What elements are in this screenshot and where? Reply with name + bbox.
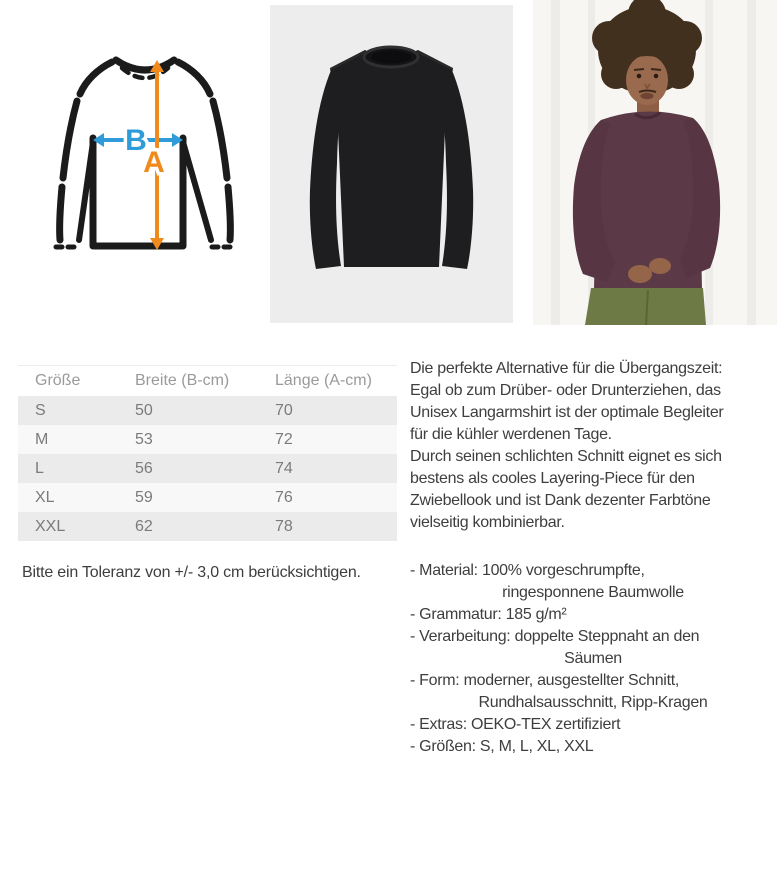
- size-table: [18, 365, 397, 541]
- size-diagram-image: [48, 50, 243, 260]
- spec-list: [410, 560, 776, 758]
- column-header: Größe: [18, 366, 118, 397]
- table-row: [18, 396, 397, 425]
- table-cell: 56: [135, 459, 153, 477]
- table-cell: 74: [275, 459, 293, 477]
- column-header: Breite (B-cm): [118, 366, 258, 397]
- product-photo-black-longsleeve: [270, 5, 513, 323]
- spec-line: Rundhalsausschnitt, Ripp-Kragen: [478, 694, 708, 711]
- tolerance-note: Bitte ein Toleranz von +/- 3,0 cm berücksichtigen.: [22, 564, 361, 581]
- table-cell: 62: [135, 517, 153, 535]
- size-table-header-row: [18, 366, 397, 397]
- burgundy-shirt: [573, 111, 720, 290]
- description-line: Egal ob zum Drüber- oder Drunterziehen, das: [410, 382, 721, 399]
- description-paragraph: [410, 358, 776, 534]
- description-line: Durch seinen schlichten Schnitt eignet es sich: [410, 448, 722, 465]
- spec-line: - Grammatur: 185 g/m²: [410, 606, 567, 623]
- description-line: vielseitig kombinierbar.: [410, 514, 565, 531]
- spec-line: - Material: 100% vorgeschrumpfte,: [410, 562, 645, 579]
- table-cell: XXL: [35, 517, 66, 535]
- description-line: bestens als cooles Layering-Piece für den: [410, 470, 695, 487]
- spec-line: - Verarbeitung: doppelte Steppnaht an den: [410, 628, 700, 645]
- product-description: [410, 358, 776, 758]
- table-cell: 70: [275, 401, 293, 419]
- length-label: A: [143, 146, 165, 179]
- table-row: [18, 512, 397, 541]
- model-photo-burgundy-longsleeve: [533, 0, 777, 325]
- table-cell: 50: [135, 401, 153, 419]
- table-cell: 78: [275, 517, 293, 535]
- spec-line: ringesponnene Baumwolle: [502, 584, 684, 601]
- table-cell: M: [35, 430, 49, 448]
- spec-line: Säumen: [564, 650, 622, 667]
- table-cell: L: [35, 459, 44, 477]
- torso: [330, 50, 453, 267]
- table-cell: 59: [135, 488, 153, 506]
- spec-line: - Extras: OEKO-TEX zertifiziert: [410, 716, 621, 733]
- collar-opening: [371, 51, 411, 64]
- width-label: B: [125, 124, 147, 157]
- description-line: für die kühler werdenen Tage.: [410, 426, 612, 443]
- description-line: Die perfekte Alternative für die Übergangszeit:: [410, 360, 723, 377]
- table-row: [18, 454, 397, 483]
- description-line: Zwiebellook und ist Dank dezenter Farbtöne: [410, 492, 711, 509]
- size-table-body: [18, 396, 397, 541]
- table-cell: 72: [275, 430, 293, 448]
- table-cell: XL: [35, 488, 55, 506]
- column-header: Länge (A-cm): [258, 366, 397, 397]
- spec-line: - Größen: S, M, L, XL, XXL: [410, 738, 594, 755]
- description-line: Unisex Langarmshirt ist der optimale Begleiter: [410, 404, 724, 421]
- table-cell: 53: [135, 430, 153, 448]
- table-cell: S: [35, 401, 46, 419]
- right-hand: [649, 258, 671, 274]
- table-row: [18, 425, 397, 454]
- table-row: [18, 483, 397, 512]
- black-longsleeve-shirt: [310, 47, 473, 269]
- left-hand: [628, 265, 652, 283]
- table-cell: 76: [275, 488, 293, 506]
- spec-line: - Form: moderner, ausgestellter Schnitt,: [410, 672, 680, 689]
